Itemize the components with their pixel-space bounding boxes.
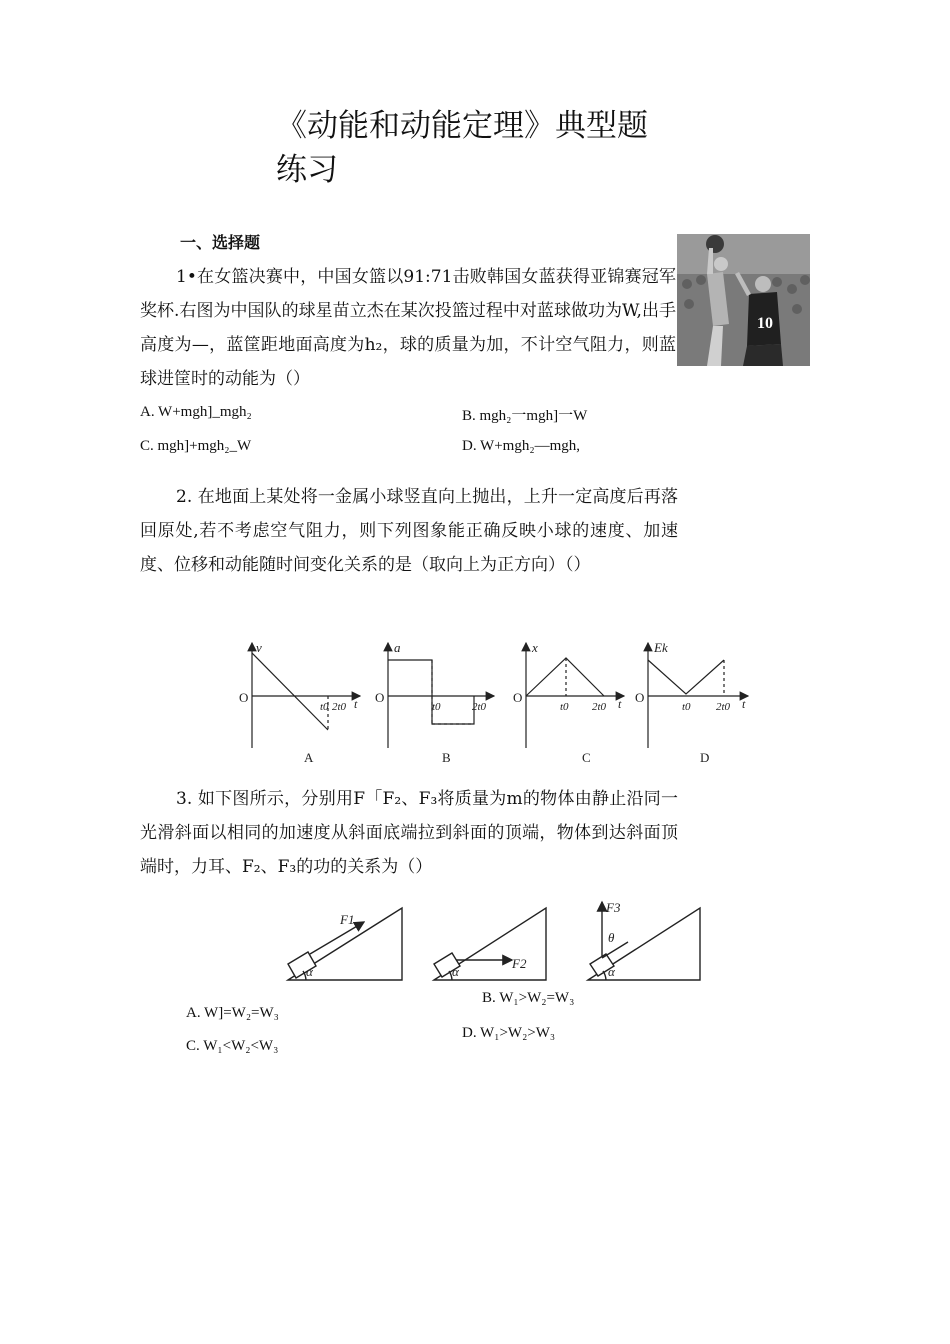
graph-c-label: C [582, 750, 591, 765]
question-3-text: 3. 如下图所示，分别用F「F₂、F₃将质量为m的物体由静止沿同一光滑斜面以相同的加速度从斜面底端拉到斜面的顶端，物体到达斜面顶端时，力耳、F₂、F₃的功的关系为（） [140, 789, 678, 877]
graph-a [252, 643, 360, 748]
incline-2 [434, 908, 546, 980]
graph-a-label: A [304, 750, 314, 765]
alpha-2: α [452, 964, 459, 979]
graph-d-t: t [742, 697, 746, 711]
f1-label: F1 [340, 912, 355, 927]
graph-b [388, 643, 494, 748]
incline-figures [284, 896, 714, 986]
graph-d-t0: t0 [682, 701, 691, 713]
q3-option-a: A. W]=W₂=W₃ [186, 1005, 279, 1021]
graph-a-2t0: 2t0 [332, 701, 347, 713]
incline-3 [588, 902, 700, 980]
q1-option-b: B. mgh₂一mgh]一W [462, 408, 588, 424]
q3-option-b: B. W₁>W₂=W₃ [482, 990, 575, 1006]
q1-option-c: C. mgh]+mgh₂_W [140, 438, 252, 454]
q1-option-d: D. W+mgh₂—mgh, [462, 438, 580, 454]
graph-d-ylabel: Ek [654, 640, 668, 655]
graph-b-ylabel: a [394, 640, 401, 655]
graph-c-t: t [618, 697, 622, 711]
graph-a-origin: O [239, 690, 249, 705]
graph-a-ylabel: v [256, 640, 262, 655]
graph-c-origin: O [513, 690, 523, 705]
alpha-3: α [608, 964, 615, 979]
q1-option-a: A. W+mgh]_mgh₂ [140, 404, 252, 420]
q3-option-c: C. W₁<W₂<W₃ [186, 1038, 279, 1054]
theta-label: θ [608, 930, 615, 945]
question-1-text: 1•在女篮决赛中，中国女篮以91:71击败韩国女蓝获得亚锦赛冠军奖杯.右图为中国队的球星苗立杰在某次投篮过程中对蓝球做功为W,出手高度为—，蓝筐距地面高度为h₂，球的质量为加，不计空气阻力，则蓝球进筐时的动能为（） [140, 267, 676, 389]
title-line-1: 《动能和动能定理》典型题 [276, 108, 648, 144]
graph-d-2t0: 2t0 [716, 701, 731, 713]
graph-a-t0: t0 [320, 701, 329, 713]
graph-b-2t0: 2t0 [472, 701, 487, 713]
basketball-photo [677, 234, 810, 366]
graph-b-label: B [442, 750, 451, 765]
motion-graphs [236, 638, 756, 768]
q3-option-d: D. W₁>W₂>W₃ [462, 1025, 556, 1041]
graph-c-t0: t0 [560, 701, 569, 713]
question-2-text: 2. 在地面上某处将一金属小球竖直向上抛出，上升一定高度后再落回原处,若不考虑空气阻力，则下列图象能正确反映小球的速度、加速度、位移和动能随时间变化关系的是（取向上为正方向）（） [140, 487, 678, 575]
document-title [276, 104, 696, 192]
graph-b-origin: O [375, 690, 385, 705]
alpha-1: α [306, 964, 313, 979]
section-heading: 一、选择题 [180, 233, 261, 252]
graph-a-t: t [354, 697, 358, 711]
f2-label: F2 [512, 956, 527, 971]
graph-d-label: D [700, 750, 710, 765]
graph-c-2t0: 2t0 [592, 701, 607, 713]
graph-d-origin: O [635, 690, 645, 705]
basketball-photo-image [677, 234, 810, 366]
graph-c-ylabel: x [532, 640, 538, 655]
f3-label: F3 [606, 900, 621, 915]
jersey-number: 10 [757, 315, 773, 332]
graph-d [648, 643, 748, 748]
graph-c [526, 643, 624, 748]
graph-b-t0: t0 [432, 701, 441, 713]
title-line-2: 练习 [276, 152, 338, 188]
